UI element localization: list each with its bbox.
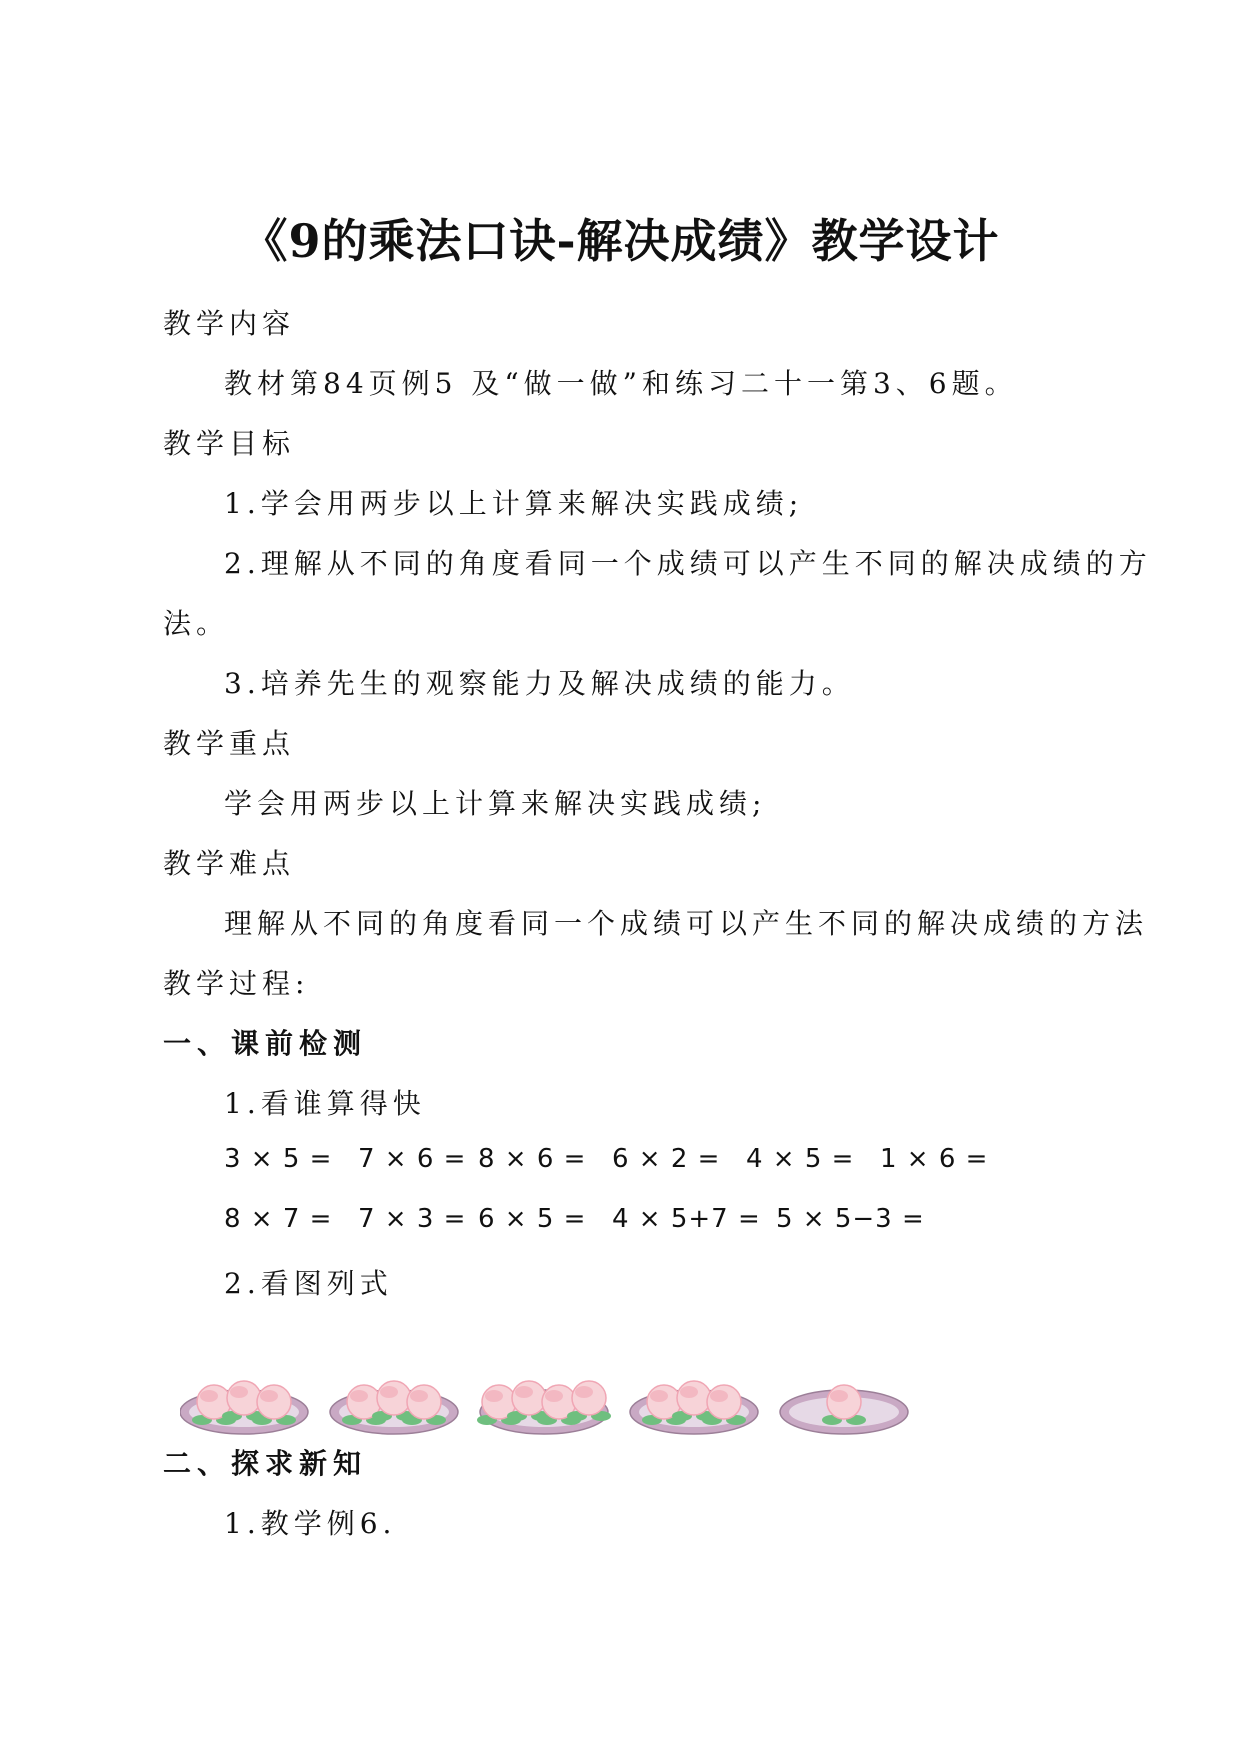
peach-icon: [512, 1381, 546, 1415]
peach-blush: [410, 1390, 428, 1402]
calc-item: 8 × 6 =: [478, 1144, 587, 1174]
part1-item1: 1.看谁算得快: [224, 1087, 426, 1120]
calc-item: 8 × 7 =: [224, 1204, 333, 1234]
peach-blush: [200, 1390, 218, 1402]
peach-icon: [572, 1381, 606, 1415]
peach-icon: [677, 1381, 711, 1415]
peach-blush: [230, 1386, 248, 1398]
peach-blush: [515, 1386, 533, 1398]
process-heading: 教学过程:: [163, 967, 310, 1000]
calc-item: 3 × 5 =: [224, 1144, 333, 1174]
calc-item: 7 × 6 =: [358, 1144, 467, 1174]
peach-icon: [707, 1385, 741, 1419]
peach-plates-illustration: [180, 1360, 940, 1450]
difficulty-heading: 教学难点: [163, 847, 296, 880]
difficulty-text: 理解从不同的角度看同一个成绩可以产生不同的解决成绩的方法: [224, 907, 1149, 940]
part2-item1: 1.教学例6.: [224, 1507, 397, 1540]
plates-svg: [180, 1360, 940, 1450]
plate: [330, 1381, 458, 1434]
goals-heading: 教学目标: [163, 427, 296, 460]
peach-blush: [575, 1386, 593, 1398]
peach-icon: [407, 1385, 441, 1419]
peach-blush: [710, 1390, 728, 1402]
calc-item: 7 × 3 =: [358, 1204, 467, 1234]
goal-1: 1.学会用两步以上计算来解决实践成绩;: [224, 487, 804, 520]
peach-blush: [830, 1390, 848, 1402]
key-heading: 教学重点: [163, 727, 296, 760]
peach-blush: [485, 1390, 503, 1402]
calc-item: 4 × 5 =: [746, 1144, 855, 1174]
peach-blush: [350, 1390, 368, 1402]
peach-icon: [827, 1385, 861, 1419]
plate: [780, 1385, 908, 1434]
peach-icon: [257, 1385, 291, 1419]
peach-icon: [377, 1381, 411, 1415]
peach-blush: [650, 1390, 668, 1402]
calc-row-1: [0, 1144, 1241, 1184]
page-title: 《9的乘法口诀-解决成绩》教学设计: [241, 214, 1000, 268]
content-text: 教材第84页例5 及“做一做”和练习二十一第3、6题。: [224, 367, 1018, 400]
goal-2-line2: 法。: [163, 607, 230, 640]
peach-blush: [680, 1386, 698, 1398]
plate: [477, 1381, 611, 1434]
calc-item: 5 × 5−3 =: [776, 1204, 925, 1234]
key-text: 学会用两步以上计算来解决实践成绩;: [224, 787, 767, 820]
calc-item: 4 × 5+7 =: [612, 1204, 761, 1234]
peach-blush: [545, 1390, 563, 1402]
calc-row-2: [0, 1204, 1241, 1244]
calc-item: 6 × 5 =: [478, 1204, 587, 1234]
part2-heading: 二、探求新知: [163, 1447, 368, 1480]
goal-2-line1: 2.理解从不同的角度看同一个成绩可以产生不同的解决成绩的方: [224, 547, 1152, 580]
plate: [630, 1381, 758, 1434]
part1-item2: 2.看图列式: [224, 1267, 393, 1300]
part1-heading: 一、课前检测: [163, 1027, 368, 1060]
calc-item: 6 × 2 =: [612, 1144, 721, 1174]
peach-icon: [227, 1381, 261, 1415]
plate: [180, 1381, 308, 1434]
content-heading: 教学内容: [163, 307, 296, 340]
calc-item: 1 × 6 =: [880, 1144, 989, 1174]
goal-3: 3.培养先生的观察能力及解决成绩的能力。: [224, 667, 855, 700]
peach-blush: [260, 1390, 278, 1402]
peach-blush: [380, 1386, 398, 1398]
